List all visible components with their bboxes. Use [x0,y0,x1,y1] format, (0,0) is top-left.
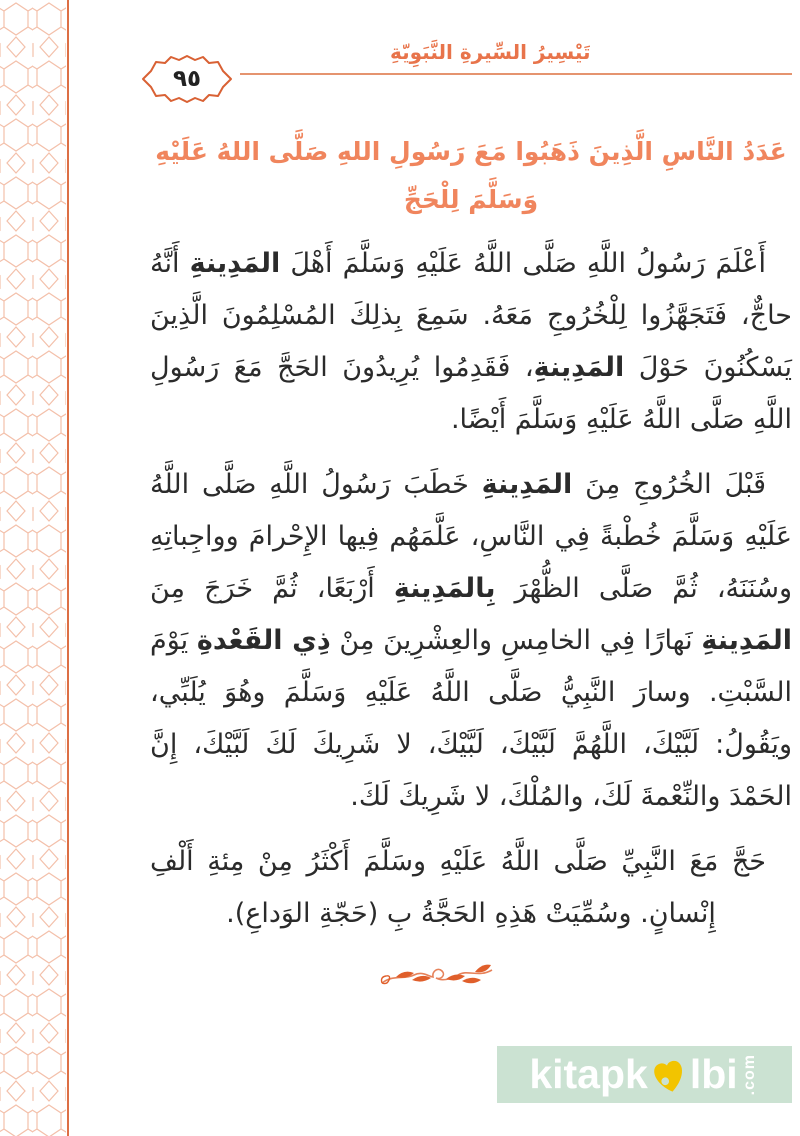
watermark-prefix: kitapk [529,1051,648,1097]
watermark-tld: .com [740,1053,758,1096]
body-text [150,238,792,953]
heart-icon [646,1053,693,1100]
section-heading-line1: عَدَدُ النَّاسِ الَّذِينَ ذَهَبُوا مَعَ رَسُولِ اللهِ صَلَّى اللهُ عَلَيْهِ [155,137,787,166]
page-number-medallion [141,50,233,108]
page-number: ٩٥ [172,66,202,92]
geometric-pattern-icon [0,0,66,1136]
side-border-line [67,0,69,1136]
watermark [497,1046,792,1103]
book-title: تَيْسِيرُ السِّيرةِ النَّبَوِيّةِ [390,40,591,64]
vine-divider-ornament [378,950,498,996]
paragraph-3: حَجَّ مَعَ النَّبِيِّ صَلَّى اللَّهُ عَلَيْهِ وسَلَّمَ أَكْثَرُ مِنْ مِئةِ أَلْفِ إِنْسانٍ. وسُمِّيَتْ هَذِهِ الحَجَّةُ بِ (حَجّةِ الوَداعِ). [150,846,766,929]
vine-ornament-icon [378,950,498,996]
section-heading [150,128,792,224]
section-heading-line2: وَسَلَّمَ لِلْحَجِّ [403,185,539,214]
decorative-side-border [0,0,66,1136]
watermark-suffix: lbi [689,1051,738,1097]
header-rule [240,73,792,75]
paragraph-1: أَعْلَمَ رَسُولُ اللَّهِ صَلَّى اللَّهُ عَلَيْهِ وَسَلَّمَ أَهْلَ المَدِينةِ أَنَّهُ حاجٌّ، فَتَجَهَّزُوا لِلْخُرُوجِ مَعَهُ. سَمِعَ بِذلِكَ المُسْلِمُونَ الَّذِينَ يَسْكُنُونَ حَوْلَ المَدِينةِ، فَقَدِمُوا يُرِيدُونَ الحَجَّ مَعَ رَسُولِ اللَّهِ صَلَّى اللَّهُ عَلَيْهِ وَسَلَّمَ أَيْضًا. [150,248,792,435]
paragraph-2: قَبْلَ الخُرُوجِ مِنَ المَدِينةِ خَطَبَ رَسُولُ اللَّهِ صَلَّى اللَّهُ عَلَيْهِ وَسَلَّمَ خُطْبةً فِي النَّاسِ، عَلَّمَهُم فِيها الإِحْرامَ وواجِباتِهِ وسُنَنَهُ، ثُمَّ صَلَّى الظُّهْرَ بِالمَدِينةِ أَرْبَعًا، ثُمَّ خَرَجَ مِنَ المَدِينةِ نَهارًا فِي الخامِسِ والعِشْرِينَ مِنْ ذِي القَعْدةِ يَوْمَ السَّبْتِ. وسارَ النَّبِيُّ صَلَّى اللَّهُ عَلَيْهِ وَسَلَّمَ وهُوَ يُلَبِّي، ويَقُولُ: لَبَّيْكَ، اللَّهُمَّ لَبَّيْكَ، لَبَّيْكَ، لا شَرِيكَ لَكَ لَبَّيْكَ، إِنَّ الحَمْدَ والنِّعْمةَ لَكَ، والمُلْكَ، لا شَرِيكَ لَكَ. [150,469,792,812]
